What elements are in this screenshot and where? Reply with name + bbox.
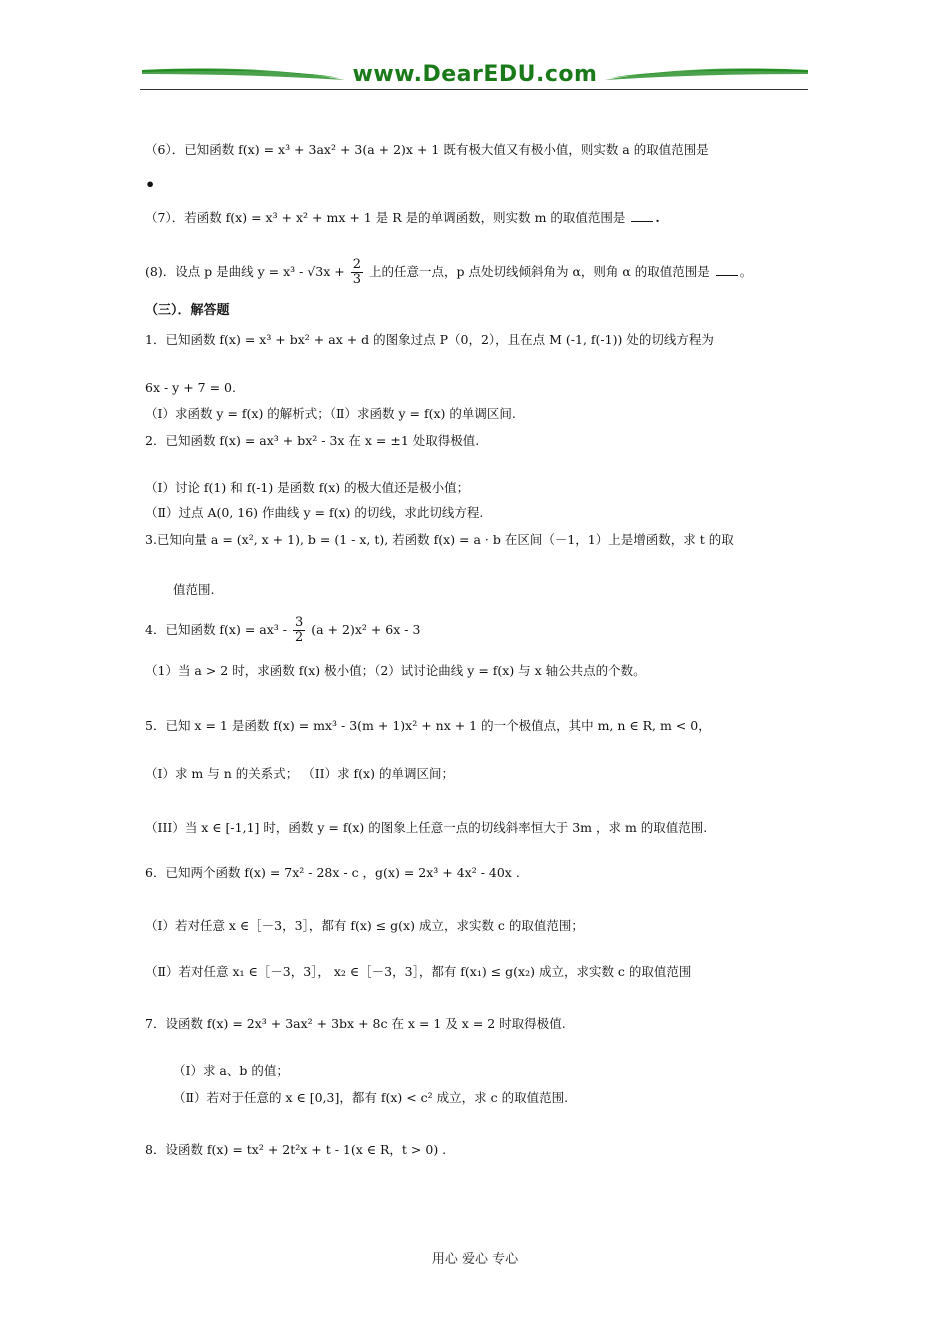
problem-4-line-a [145,616,420,645]
fraction-denominator: 3 [352,272,362,287]
fraction-numerator: 2 [352,257,362,272]
problem-4-text-a: 4．已知函数 f(x) = ax³ - [145,622,287,637]
problem-3-line-a: 3.已知向量 a = (x², x + 1), b = (1 - x, t), 若函数 f(x) = a · b 在区间（－1，1）上是增函数，求 t 的取 [145,532,734,547]
answer-blank [631,211,653,222]
problem-3-line-b: 值范围. [173,582,215,597]
bullet-dot: • [145,175,156,194]
question-7: （7）．若函数 f(x) = x³ + x² + mx + 1 是 R 是的单调函数，则实数 m 的取值范围是 . [145,210,660,225]
problem-2-line-c: （Ⅱ）过点 A(0, 16) 作曲线 y = f(x) 的切线，求此切线方程. [145,505,484,520]
problem-6-line-b: （Ⅰ）若对任意 x ∈［－3，3］，都有 f(x) ≤ g(x) 成立，求实数 c 的取值范围； [145,918,584,933]
problem-7-line-b: （Ⅰ）求 a、b 的值； [173,1063,289,1078]
problem-4-line-c: （1）当 a > 2 时，求函数 f(x) 极小值；（2）试讨论曲线 y = f(x) 与 x 轴公共点的个数。 [145,663,646,678]
fraction-denominator: 2 [294,630,304,645]
problem-7-line-c: （Ⅱ）若对于任意的 x ∈ [0,3]，都有 f(x) < c² 成立，求 c 的取值范围. [173,1090,569,1105]
problem-5-line-a: 5．已知 x = 1 是函数 f(x) = mx³ - 3(m + 1)x² + nx + 1 的一个极值点，其中 m, n ∈ R, m < 0， [145,718,711,733]
problem-7-line-a: 7．设函数 f(x) = 2x³ + 3ax² + 3bx + 8c 在 x = 1 及 x = 2 时取得极值. [145,1016,566,1031]
question-8-end: 。 [739,264,753,279]
problem-1-line-b: 6x - y + 7 = 0. [145,380,236,395]
problem-1-line-a: 1．已知函数 f(x) = x³ + bx² + ax + d 的图象过点 P（0，2），且在点 M (-1, f(-1)) 处的切线方程为 [145,332,714,347]
question-8 [145,258,752,287]
problem-4-text-b: (a + 2)x² + 6x - 3 [311,622,421,637]
problem-5-line-b: （I）求 m 与 n 的关系式； （II）求 f(x) 的单调区间； [145,766,454,781]
problem-6-line-c: （Ⅱ）若对任意 x₁ ∈［－3，3］， x₂ ∈［－3，3］，都有 f(x₁) ≤ g(x₂) 成立，求实数 c 的取值范围 [145,964,692,979]
question-7-text: （7）．若函数 f(x) = x³ + x² + mx + 1 是 R 是的单调函数，则实数 m 的取值范围是 [145,210,626,225]
page-header [140,58,810,98]
problem-1-line-c: （Ⅰ）求函数 y = f(x) 的解析式；（Ⅱ）求函数 y = f(x) 的单调区间. [145,406,516,421]
fraction-numerator: 3 [294,615,304,630]
problem-6-line-a: 6．已知两个函数 f(x) = 7x² - 28x - c ，g(x) = 2x³ + 4x² - 40x . [145,865,520,880]
problem-2-line-b: （Ⅰ）讨论 f(1) 和 f(-1) 是函数 f(x) 的极大值还是极小值； [145,480,470,495]
answer-blank [716,265,738,276]
problem-5-line-c: （III）当 x ∈ [-1,1] 时，函数 y = f(x) 的图象上任意一点的切线斜率恒大于 3m ，求 m 的取值范围. [145,820,708,835]
section-heading: （三）．解答题 [145,303,230,318]
site-logo-text: www.DearEDU.com [352,62,598,87]
fraction-three-halves [293,616,305,645]
page-footer: 用心 爱心 专心 [431,1252,519,1267]
question-8-text-a: (8)．设点 p 是曲线 y = x³ - √3x + [145,264,345,279]
question-6: （6）．已知函数 f(x) = x³ + 3ax² + 3(a + 2)x + 1 既有极大值又有极小值，则实数 a 的取值范围是 [145,142,709,157]
header-rule [140,89,808,90]
problem-8-line-a: 8．设函数 f(x) = tx² + 2t²x + t - 1(x ∈ R，t > 0) . [145,1142,447,1157]
problem-2-line-a: 2．已知函数 f(x) = ax³ + bx² - 3x 在 x = ±1 处取得极值. [145,433,480,448]
question-8-text-b: 上的任意一点，p 点处切线倾斜角为 α，则角 α 的取值范围是 [369,264,710,279]
fraction-two-thirds [351,258,363,287]
